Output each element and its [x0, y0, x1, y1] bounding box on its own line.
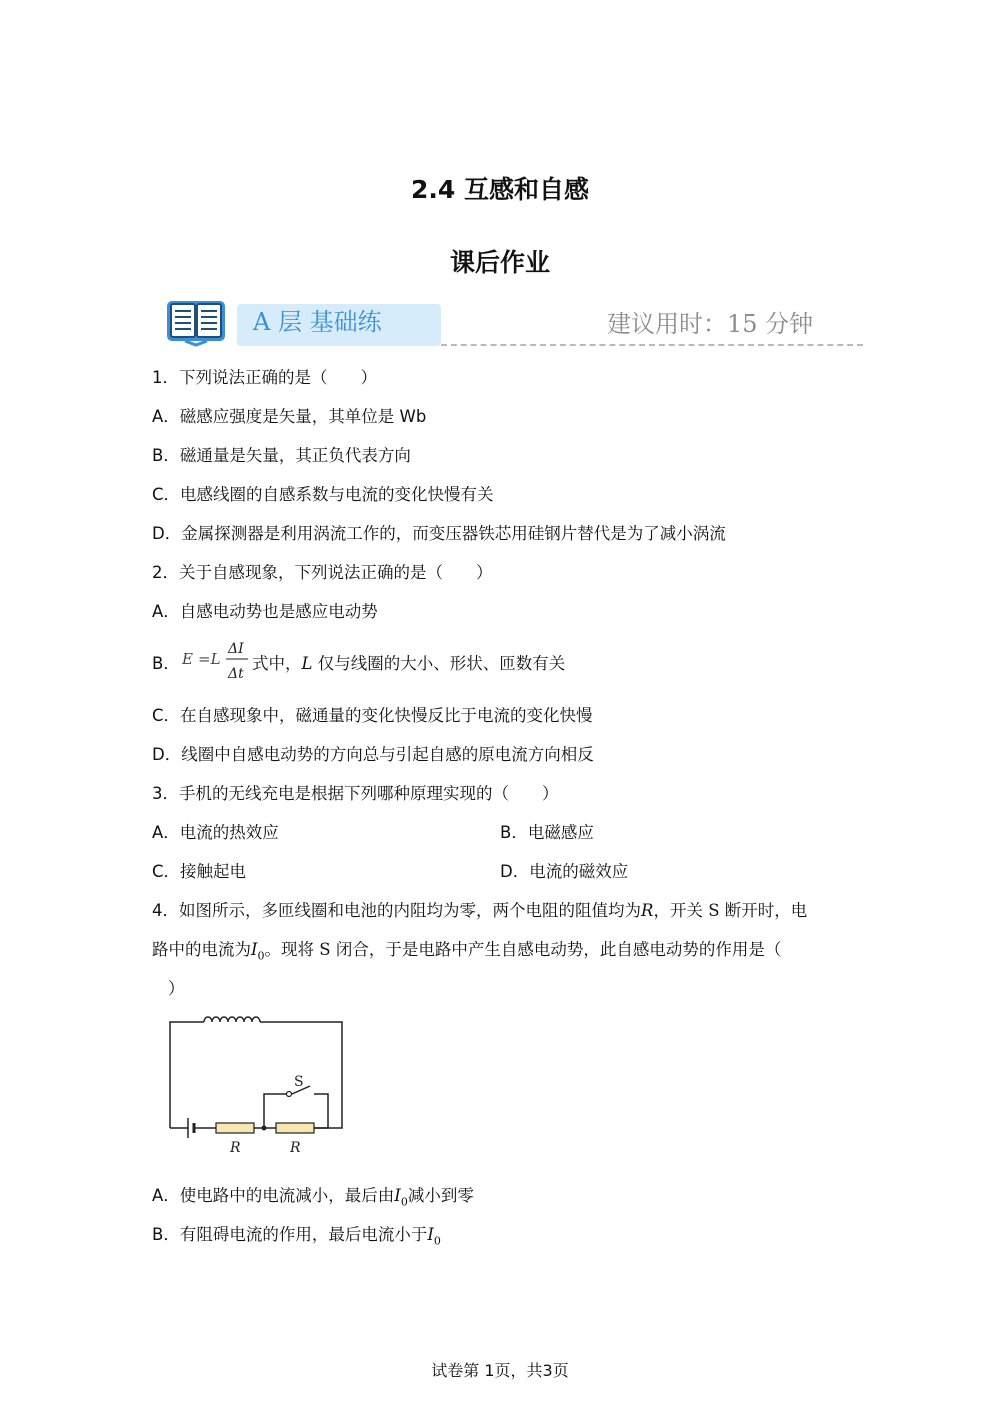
q1-option-b: B．磁通量是矢量，其正负代表方向	[152, 446, 411, 465]
q4-option-a: A．使电路中的电流减小，最后由$I_0$减小到零	[152, 1186, 474, 1209]
q2-option-a: A．自感电动势也是感应电动势	[152, 602, 378, 621]
inductor-coil	[204, 1017, 260, 1022]
switch-contact	[287, 1092, 292, 1097]
resistor-1	[216, 1123, 254, 1133]
q4-stem-line2: 路中的电流为$I_0$。现将 S 闭合，于是电路中产生自感电动势，此自感电动势的作用是（	[152, 940, 782, 963]
page-title: 2.4 互感和自感	[411, 175, 589, 204]
q1-option-a: A．磁感应强度是矢量，其单位是 Wb	[152, 407, 427, 426]
formula-eq: =L	[198, 650, 221, 668]
q2-formula	[178, 638, 250, 684]
q2-option-c: C．在自感现象中，磁通量的变化快慢反比于电流的变化快慢	[152, 706, 593, 725]
dashed-divider	[441, 344, 863, 346]
page-footer: 试卷第 1页，共3页	[431, 1361, 569, 1380]
q2-stem: 2．关于自感现象，下列说法正确的是（ ）	[152, 563, 493, 582]
q2-option-b-text: 式中，L 仅与线圈的大小、形状、匝数有关	[252, 654, 566, 673]
q4-stem-line1: 4．如图所示，多匝线圈和电池的内阻均为零，两个电阻的阻值均为R，开关 S 断开时，电	[152, 901, 808, 920]
q4-option-b: B．有阻碍电流的作用，最后电流小于$I_0$	[152, 1225, 441, 1248]
q2-option-d: D．线圈中自感电动势的方向总与引起自感的原电流方向相反	[152, 745, 594, 764]
q4-stem-line3: ）	[168, 979, 185, 998]
formula-denominator: Δt	[228, 666, 244, 682]
switch-label: S	[294, 1074, 304, 1090]
q3-stem: 3．手机的无线充电是根据下列哪种原理实现的（ ）	[152, 784, 559, 803]
q3-option-a: A．电流的热效应	[152, 823, 279, 842]
time-label: 建议用时：15 分钟	[607, 310, 814, 338]
page-subtitle: 课后作业	[449, 248, 550, 277]
q3-option-b: B．电磁感应	[500, 823, 594, 842]
formula-lhs: E	[182, 650, 193, 668]
q3-option-d: D．电流的磁效应	[500, 862, 629, 881]
q1-option-c: C．电感线圈的自感系数与电流的变化快慢有关	[152, 485, 494, 504]
q1-option-d: D．金属探测器是利用涡流工作的，而变压器铁芯用硅钢片替代是为了减小涡流	[152, 524, 726, 543]
resistor-1-label: R	[230, 1140, 241, 1156]
formula-numerator: ΔI	[228, 641, 244, 657]
book-icon	[165, 298, 227, 348]
q3-option-c: C．接触起电	[152, 862, 247, 881]
section-banner	[165, 298, 865, 350]
q1-stem: 1．下列说法正确的是（ ）	[152, 368, 377, 387]
q2-option-b-prefix: B．	[152, 654, 180, 673]
q4-circuit-figure	[164, 1012, 350, 1158]
resistor-2	[276, 1123, 314, 1133]
resistor-2-label: R	[290, 1140, 301, 1156]
level-label: A 层 基础练	[253, 308, 382, 336]
